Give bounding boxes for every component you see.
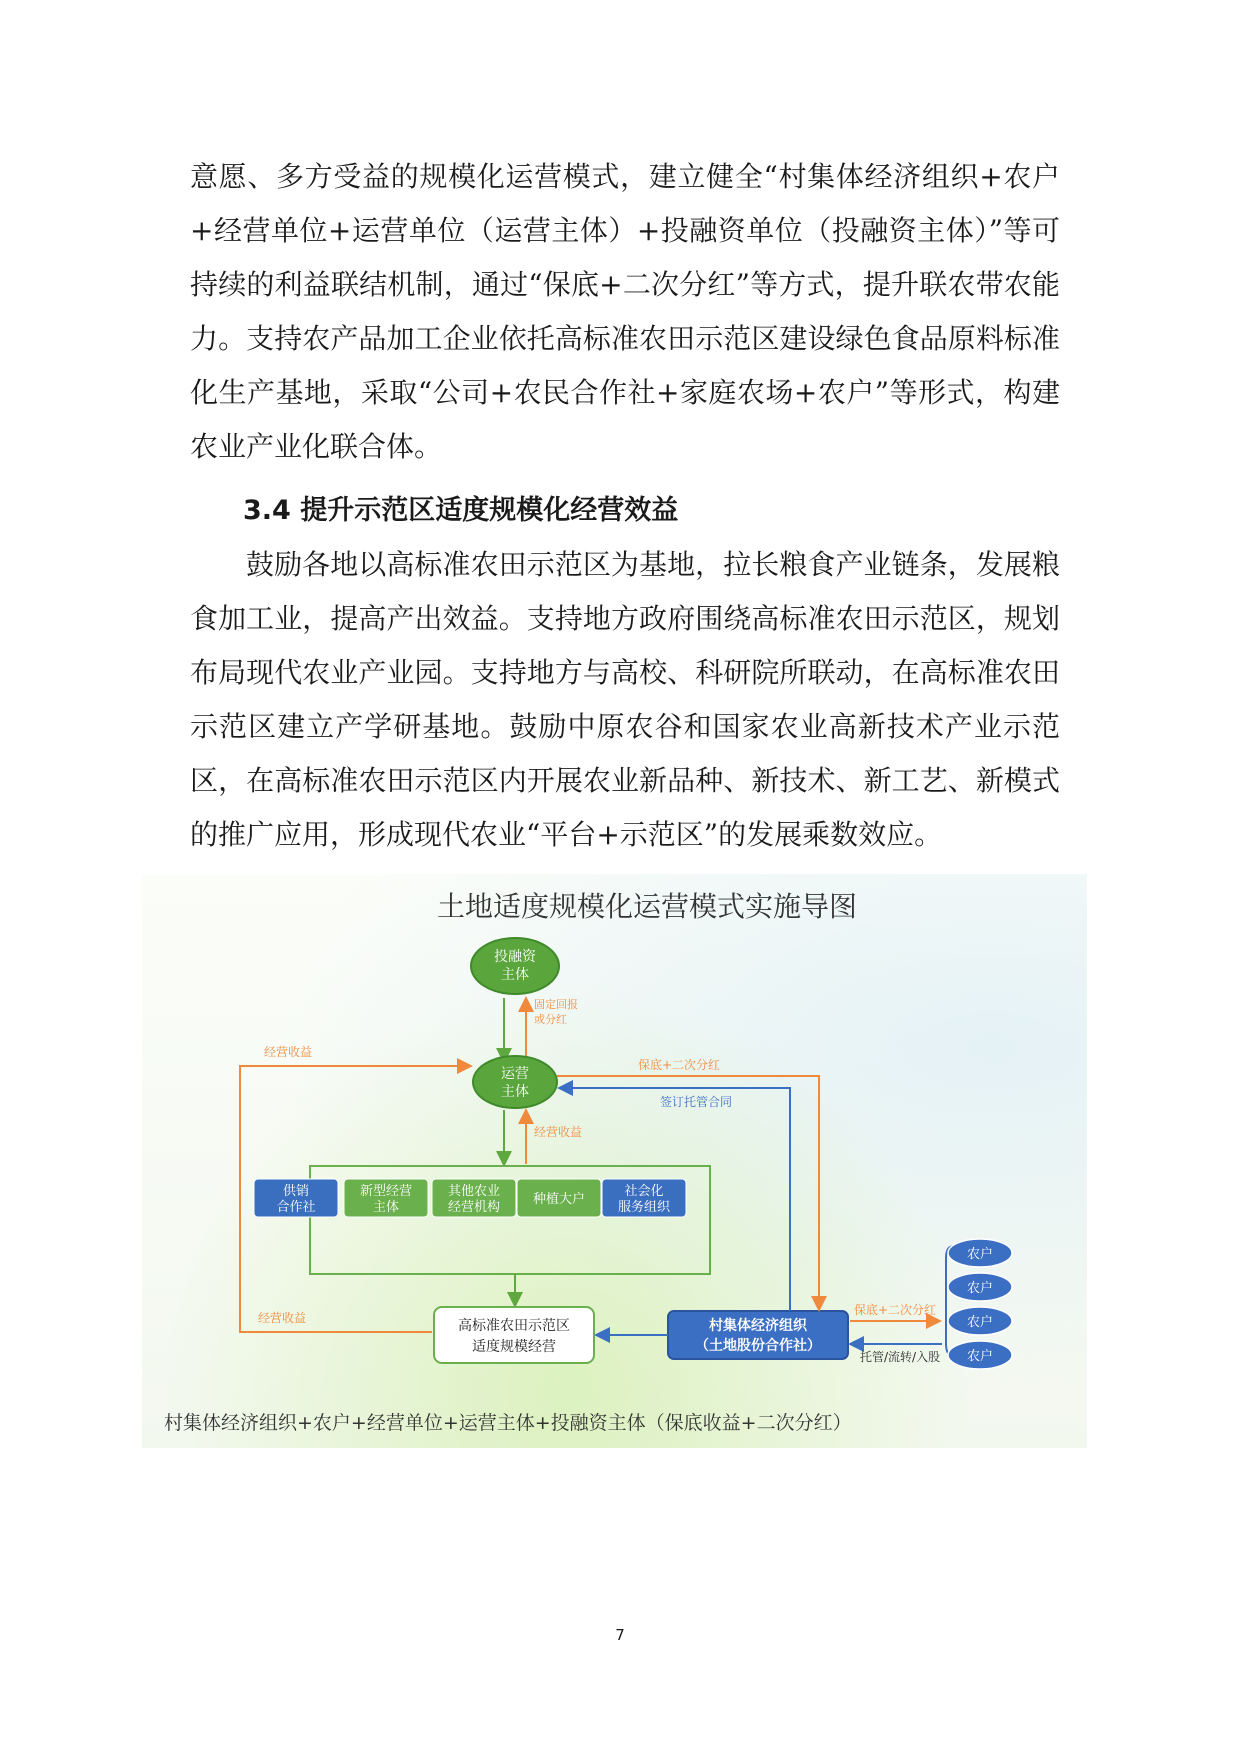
- farmer-label-2: 农户: [966, 1281, 994, 1296]
- figure-caption: 村集体经济组织+农户+经营单位+运营主体+投融资主体（保底收益+二次分红）: [164, 1412, 852, 1434]
- operator-label-1: 运营: [501, 1066, 529, 1082]
- page-number: 7: [615, 1626, 625, 1644]
- farmer-label-3: 农户: [966, 1315, 994, 1330]
- farmer-label-4: 农户: [966, 1349, 994, 1364]
- diagram-title: 土地适度规模化运营模式实施导图: [437, 890, 858, 923]
- model-diagram-figure: [142, 874, 1087, 1448]
- return-label-1: 固定回报: [534, 998, 578, 1011]
- farmers-bracket: [946, 1246, 954, 1356]
- farmers-group: [948, 1239, 1012, 1369]
- trust-label: 托管/流转/入股: [860, 1350, 941, 1364]
- operator-label-2: 主体: [501, 1084, 529, 1100]
- income-label-center: 经营收益: [534, 1125, 583, 1139]
- income-label-top: 经营收益: [264, 1045, 313, 1059]
- entity-label-2-1: 新型经营: [359, 1184, 413, 1199]
- operator-node: [473, 1056, 557, 1108]
- village-label-2: （土地股份合作社）: [695, 1338, 821, 1354]
- entity-label-3-2: 经营机构: [447, 1200, 501, 1215]
- entity-label-5-1: 社会化: [624, 1184, 664, 1199]
- investor-label-1: 投融资: [494, 949, 536, 965]
- paragraph-3-4: 鼓励各地以高标准农田示范区为基地，拉长粮食产业链条，发展粮食加工业，提高产出效益。支持地方政府围绕高标准农田示范区，规划布局现代农业产业园。支持地方与高校、科研院所联动，在高标准农田示范区建立产学研基地。鼓励中原农谷和国家农业高新技术产业示范区，在高标准农田示范区内开展农业新品种、新技术、新工艺、新模式的推广应用，形成现代农业“平台+示范区”的发展乘数效应。: [190, 548, 1060, 851]
- paragraph-continued: 意愿、多方受益的规模化运营模式，建立健全“村集体经济组织+农户+经营单位+运营单位（运营主体）+投融资单位（投融资主体）”等可持续的利益联结机制，通过“保底+二次分红”等方式，提升联农带农能力。支持农产品加工企业依托高标准农田示范区建设绿色食品原料标准化生产基地，采取“公司+农民合作社+家庭农场+农户”等形式，构建农业产业化联合体。: [190, 160, 1060, 463]
- investor-node: [471, 938, 559, 994]
- return-label-2: 或分红: [534, 1013, 567, 1026]
- model-diagram: [142, 874, 1087, 1448]
- entity-label-5-2: 服务组织: [617, 1200, 671, 1215]
- section-heading: 3.4 提升示范区适度规模化经营效益: [243, 495, 679, 526]
- entity-label-4-1: 种植大户: [532, 1192, 586, 1207]
- entity-label-2-2: 主体: [372, 1200, 400, 1215]
- farmer-label-1: 农户: [966, 1247, 994, 1262]
- guarantee-label-right: 保底+二次分红: [854, 1303, 937, 1317]
- village-label-1: 村集体经济组织: [709, 1318, 807, 1334]
- investor-label-2: 主体: [501, 967, 529, 983]
- income-label-bottom: 经营收益: [258, 1311, 307, 1325]
- farmland-label-2: 适度规模经营: [472, 1339, 556, 1355]
- guarantee-label-top: 保底+二次分红: [638, 1058, 721, 1072]
- farmland-label-1: 高标准农田示范区: [458, 1318, 570, 1334]
- contract-label: 签订托管合同: [660, 1095, 733, 1109]
- entity-label-1-1: 供销: [282, 1184, 310, 1199]
- entity-label-3-1: 其他农业: [447, 1184, 501, 1199]
- operating-entities: [254, 1179, 686, 1217]
- entity-label-1-2: 合作社: [276, 1200, 316, 1215]
